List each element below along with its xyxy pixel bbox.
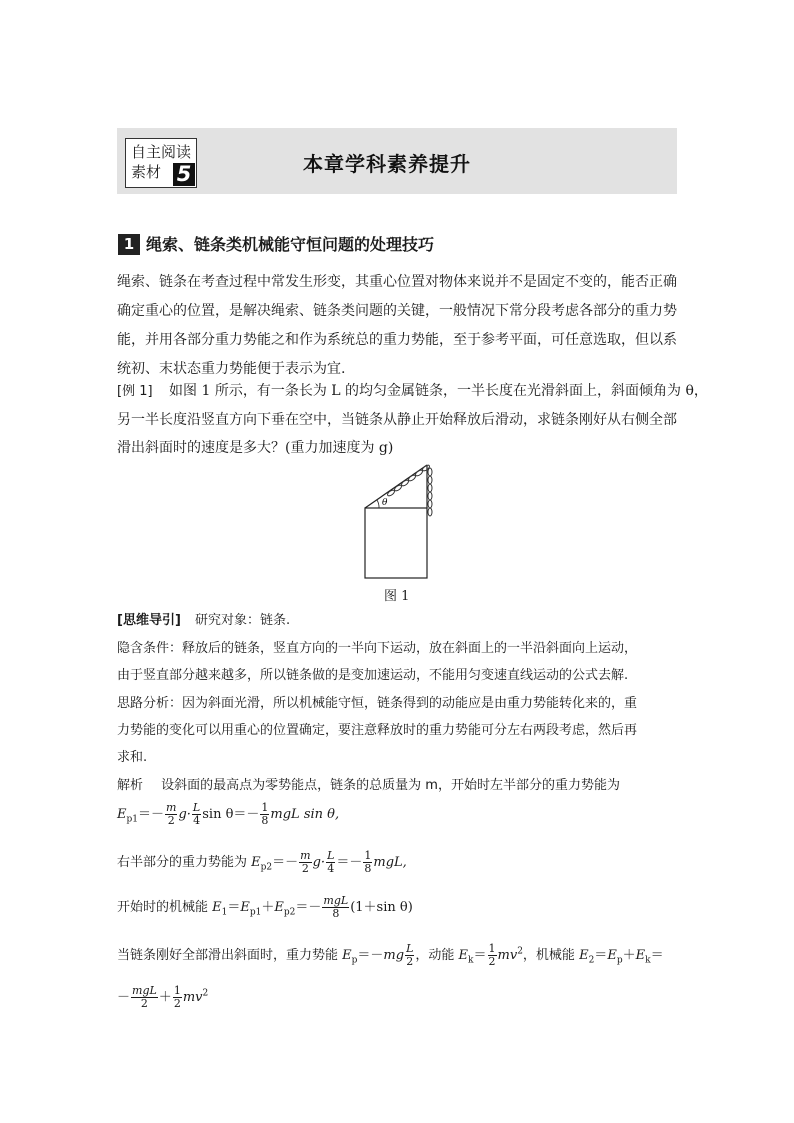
denominator: 2	[406, 955, 414, 968]
symbol-E: E	[579, 948, 589, 963]
subscript: k	[645, 955, 651, 966]
chapter-banner	[117, 128, 677, 194]
block-body	[365, 508, 427, 578]
guide-text: 研究对象：链条.	[195, 613, 291, 628]
figure-caption: 图 1	[384, 589, 410, 604]
text: ，动能	[415, 948, 459, 963]
subscript: p2	[260, 862, 273, 873]
analysis-line: 求和.	[117, 750, 148, 765]
badge-line2: 素材	[131, 163, 162, 181]
numerator: m	[300, 849, 311, 862]
section-title: 绳索、链条类机械能守恒问题的处理技巧	[146, 235, 435, 254]
symbol-mv: mv	[182, 990, 203, 1005]
operator: ＝	[650, 948, 664, 963]
denominator: 2	[301, 862, 309, 875]
badge-line1: 自主阅读	[131, 143, 192, 161]
mgl-term: mgL sin θ,	[270, 807, 340, 822]
symbol-E: E	[635, 948, 646, 963]
subscript: k	[468, 955, 474, 966]
symbol-E: E	[342, 948, 352, 963]
operator: ＋	[261, 900, 275, 915]
fraction	[131, 985, 158, 1010]
intro-line: 绳索、链条在考查过程中常发生形变，其重心位置对物体来说并不是固定不变的，能否正确	[117, 274, 677, 290]
denominator: 4	[193, 814, 201, 827]
fraction	[405, 943, 414, 968]
subscript: p	[351, 955, 358, 966]
symbol-mv: mv	[497, 948, 518, 963]
hidden-condition-line: 由于竖直部分越来越多，所以链条做的是变加速运动，不能用匀变速直线运动的公式去解.	[117, 668, 629, 683]
intro-line: 能，并用各部分重力势能之和作为系统总的重力势能，至于参考平面，可任意选取，但以系	[117, 332, 677, 348]
denominator: 2	[167, 814, 175, 827]
operator: ＝－	[357, 948, 384, 963]
denominator: 2	[488, 955, 496, 968]
fraction	[363, 850, 372, 875]
example-label: [例 1]	[117, 384, 153, 399]
example-line: 另一半长度沿竖直方向下垂在空中，当链条从静止开始释放后滑动，求链条刚好从右侧全部	[117, 412, 677, 428]
section-number: 1	[118, 234, 140, 255]
numerator: m	[166, 801, 177, 814]
symbol-E: E	[240, 900, 250, 915]
symbol-g: g·	[312, 855, 326, 870]
text: 右半部分的重力势能为	[117, 855, 252, 870]
formula-ep2	[117, 850, 407, 875]
solution-text: 设斜面的最高点为零势能点，链条的总质量为 m，开始时左半部分的重力势能为	[161, 778, 620, 793]
formula-final	[117, 943, 664, 968]
solution-label: 解析	[117, 778, 144, 793]
intro-line: 确定重心的位置，是解决绳索、链条类问题的关键，一般情况下常分段考虑各部分的重力势	[117, 303, 677, 319]
subscript: p1	[249, 907, 262, 918]
sin-term: sin θ＝－	[202, 807, 260, 822]
symbol-E: E	[251, 855, 261, 870]
operator: ＝－	[336, 855, 363, 870]
analysis-line: 思路分析：因为斜面光滑，所以机械能守恒，链条得到的动能应是由重力势能转化来的，重	[117, 696, 638, 711]
intro-line: 统初、末状态重力势能便于表示为宜.	[117, 361, 346, 377]
numerator: 1	[261, 801, 269, 814]
formula-ep1	[117, 802, 339, 827]
formula-e1	[117, 895, 413, 920]
numerator: L	[406, 942, 414, 955]
symbol-E: E	[212, 900, 222, 915]
denominator: 8	[332, 907, 340, 920]
symbol-mg: mg	[383, 948, 405, 963]
symbol-E: E	[117, 807, 127, 822]
reading-material-badge	[125, 138, 197, 188]
operator: ＝	[227, 900, 241, 915]
numerator: mgL	[132, 984, 157, 997]
operator: ＋	[158, 990, 172, 1005]
operator: ＋	[622, 948, 636, 963]
fraction	[165, 802, 177, 827]
symbol-E: E	[274, 900, 284, 915]
subscript: p	[616, 955, 623, 966]
fraction	[192, 802, 201, 827]
numerator: 1	[488, 942, 496, 955]
text: ，机械能	[522, 948, 580, 963]
chain-on-incline	[387, 464, 431, 497]
theta-label: θ	[382, 498, 388, 508]
subscript: p1	[126, 814, 138, 825]
guide-line	[117, 610, 290, 632]
fraction	[488, 943, 497, 968]
fraction	[299, 850, 311, 875]
operator: ＝－	[138, 807, 165, 822]
page-title: 本章学科素养提升	[303, 152, 471, 176]
analysis-line: 力势能的变化可以用重心的位置确定，要注意释放时的重力势能可分左右两段考虑，然后再	[117, 723, 638, 738]
operator: ＝	[473, 948, 487, 963]
numerator: L	[327, 849, 335, 862]
operator: ＝－	[295, 900, 322, 915]
superscript: 2	[202, 988, 209, 999]
denominator: 2	[140, 997, 148, 1010]
mgl-term: mgL,	[373, 855, 407, 870]
operator: －	[117, 990, 131, 1005]
subscript: p2	[283, 907, 296, 918]
angle-arc	[377, 500, 379, 508]
subscript: 1	[221, 907, 228, 918]
denominator: 2	[173, 997, 181, 1010]
subscript: 2	[588, 955, 595, 966]
numerator: 1	[364, 849, 372, 862]
text: 当链条刚好全部滑出斜面时，重力势能	[117, 948, 343, 963]
denominator: 8	[261, 814, 269, 827]
symbol-E: E	[458, 948, 469, 963]
operator: ＝－	[272, 855, 299, 870]
fraction	[173, 985, 182, 1010]
hidden-condition-line: 隐含条件：释放后的链条，竖直方向的一半向下运动，放在斜面上的一半沿斜面向上运动，	[117, 641, 638, 656]
example-text: 如图 1 所示，有一条长为 L 的均匀金属链条，一半长度在光滑斜面上，斜面倾角为 θ，	[169, 383, 708, 399]
fraction	[322, 895, 349, 920]
text: 开始时的机械能	[117, 900, 213, 915]
denominator: 8	[364, 862, 372, 875]
fraction	[326, 850, 335, 875]
formula-final-cont	[117, 985, 208, 1010]
numerator: 1	[173, 984, 181, 997]
example-line: 滑出斜面时的速度是多大？(重力加速度为 g)	[117, 440, 394, 456]
factor: (1＋sin θ)	[350, 900, 413, 915]
operator: ＝	[594, 948, 608, 963]
denominator: 4	[327, 862, 335, 875]
badge-number: 5	[173, 163, 195, 186]
example-line	[117, 380, 708, 403]
fraction	[260, 802, 269, 827]
superscript: 2	[517, 946, 523, 957]
solution-line	[117, 775, 620, 797]
incline-chain-figure	[355, 455, 445, 583]
symbol-E: E	[607, 948, 617, 963]
numerator: mgL	[323, 894, 349, 907]
symbol-g: g·	[178, 807, 191, 822]
numerator: L	[192, 801, 201, 814]
guide-label: [思维导引]	[117, 613, 181, 628]
chain-hanging	[428, 468, 432, 516]
